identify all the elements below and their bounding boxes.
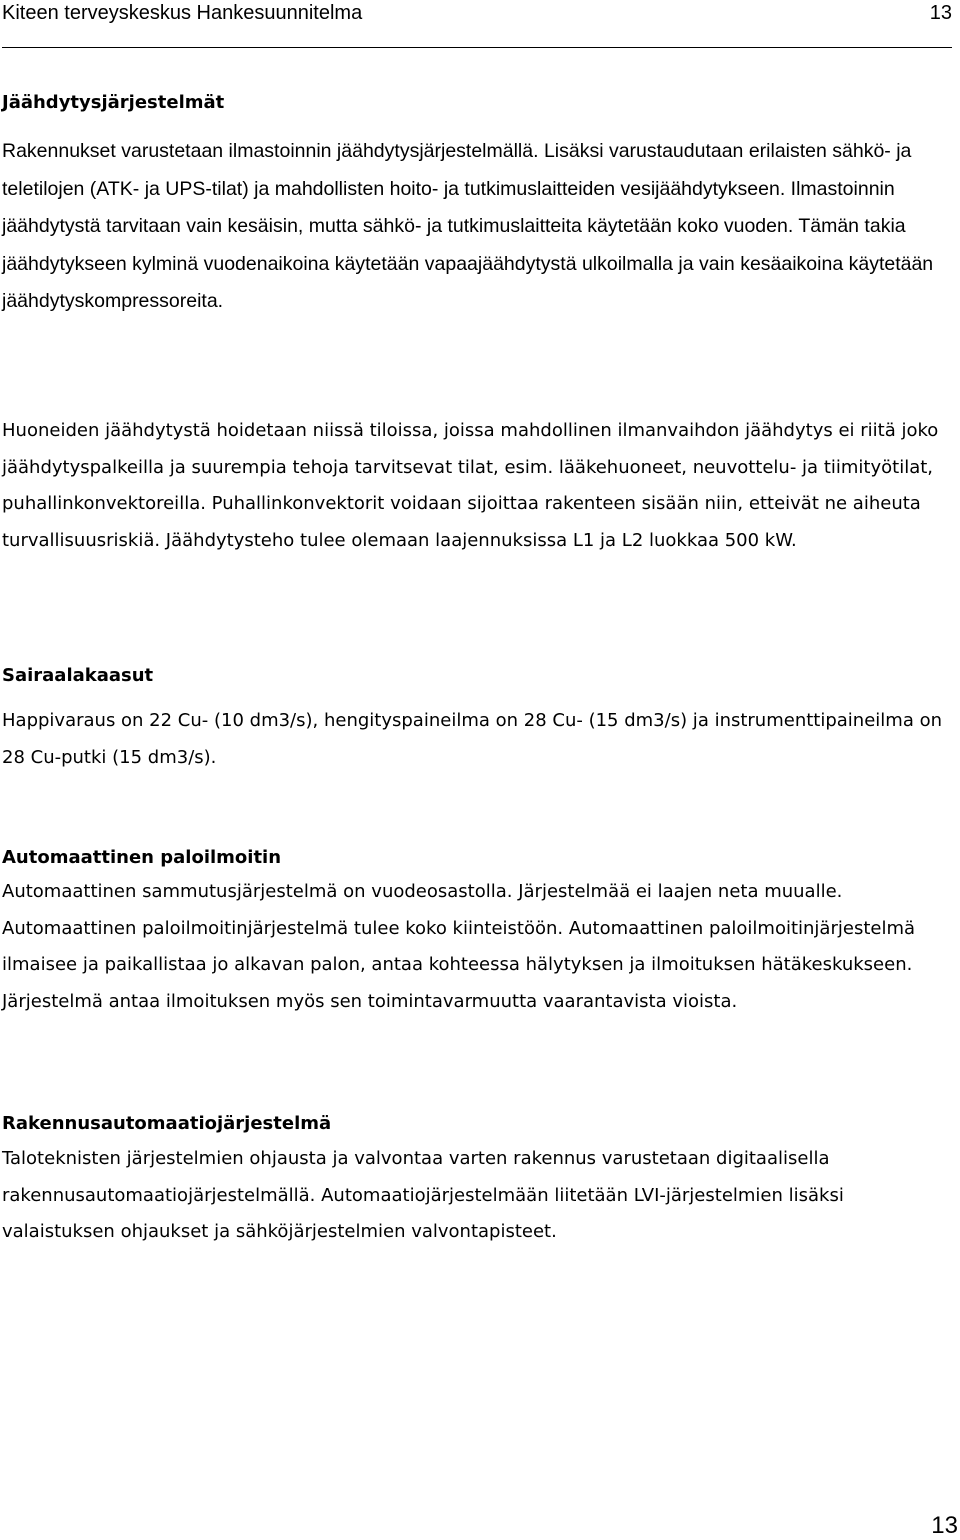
- running-header: [2, 0, 952, 52]
- section-heading-cooling: Jäähdytysjärjestelmät: [2, 92, 225, 113]
- section-heading-automation: Rakennusautomaatiojärjestelmä: [2, 1113, 332, 1134]
- paragraph-cooling-2: Huoneiden jäähdytystä hoidetaan niissä tiloissa, joissa mahdollinen ilmanvaihdon jäähdytys ei riitä joko jäähdytyspalkeilla ja suurempia tehoja tarvitsevat tilat, esim. lääkehuoneet, neuvottelu- ja tiimityötilat, puhallinkonvektoreilla. Puhallinkonvektorit voidaan sijoittaa rakenteen sisään niin, etteivät ne aiheuta turvallisuusriskiä. Jäähdytysteho tulee olemaan laajennuksissa L1 ja L2 luokkaa 500 kW.: [2, 420, 939, 551]
- header-title: Kiteen terveyskeskus Hankesuunnitelma: [2, 2, 363, 24]
- section-heading-fire-alarm: Automaattinen paloilmoitin: [2, 847, 282, 868]
- paragraph-cooling-1-text: Rakennukset varustetaan ilmastoinnin jäähdytysjärjestelmällä. Lisäksi varustaudutaan erilaisten sähkö- ja teletilojen (ATK- ja UPS-tilat) ja mahdollisten hoito- ja tutkimuslaitteiden vesijäähdytykseen. Ilmastoinnin jäähdytystä tarvitaan vain kesäisin, mutta sähkö- ja tutkimuslaitteita käytetään koko vuoden. Tämän takia jäähdytykseen kylminä vuodenaikoina käytetään vapaajäähdytystä ulkoilmalla ja vain kesäaikoina käytetään jäähdytyskompressoreita.: [2, 140, 934, 312]
- header-divider: [2, 47, 952, 48]
- section-heading-gases: Sairaalakaasut: [2, 665, 154, 686]
- paragraph-automation-1: Taloteknisten järjestelmien ohjausta ja valvontaa varten rakennus varustetaan digitaalisella rakennusautomaatiojärjestelmällä. Automaatiojärjestelmään liitetään LVI-järjestelmien lisäksi valaistuksen ohjaukset ja sähköjärjestelmien valvontapisteet.: [2, 1148, 844, 1242]
- paragraph-cooling-1: [2, 133, 960, 321]
- header-page-number: 13: [929, 2, 952, 24]
- footer-page-number: 13: [931, 1512, 958, 1539]
- paragraph-gases-1: Happivaraus on 22 Cu- (10 dm3/s), hengityspaineilma on 28 Cu- (15 dm3/s) ja instrumenttipaineilma on 28 Cu-putki (15 dm3/s).: [2, 710, 942, 768]
- paragraph-fire-alarm-1: Automaattinen sammutusjärjestelmä on vuodeosastolla. Järjestelmää ei laajen neta muualle. Automaattinen paloilmoitinjärjestelmä tulee koko kiinteistöön. Automaattinen paloilmoitinjärjestelmä ilmaisee ja paikallistaa jo alkavan palon, antaa kohteessa hälytyksen ja ilmoituksen hätäkeskukseen. Järjestelmä antaa ilmoituksen myös sen toimintavarmuutta vaarantavista vioista.: [2, 881, 916, 1012]
